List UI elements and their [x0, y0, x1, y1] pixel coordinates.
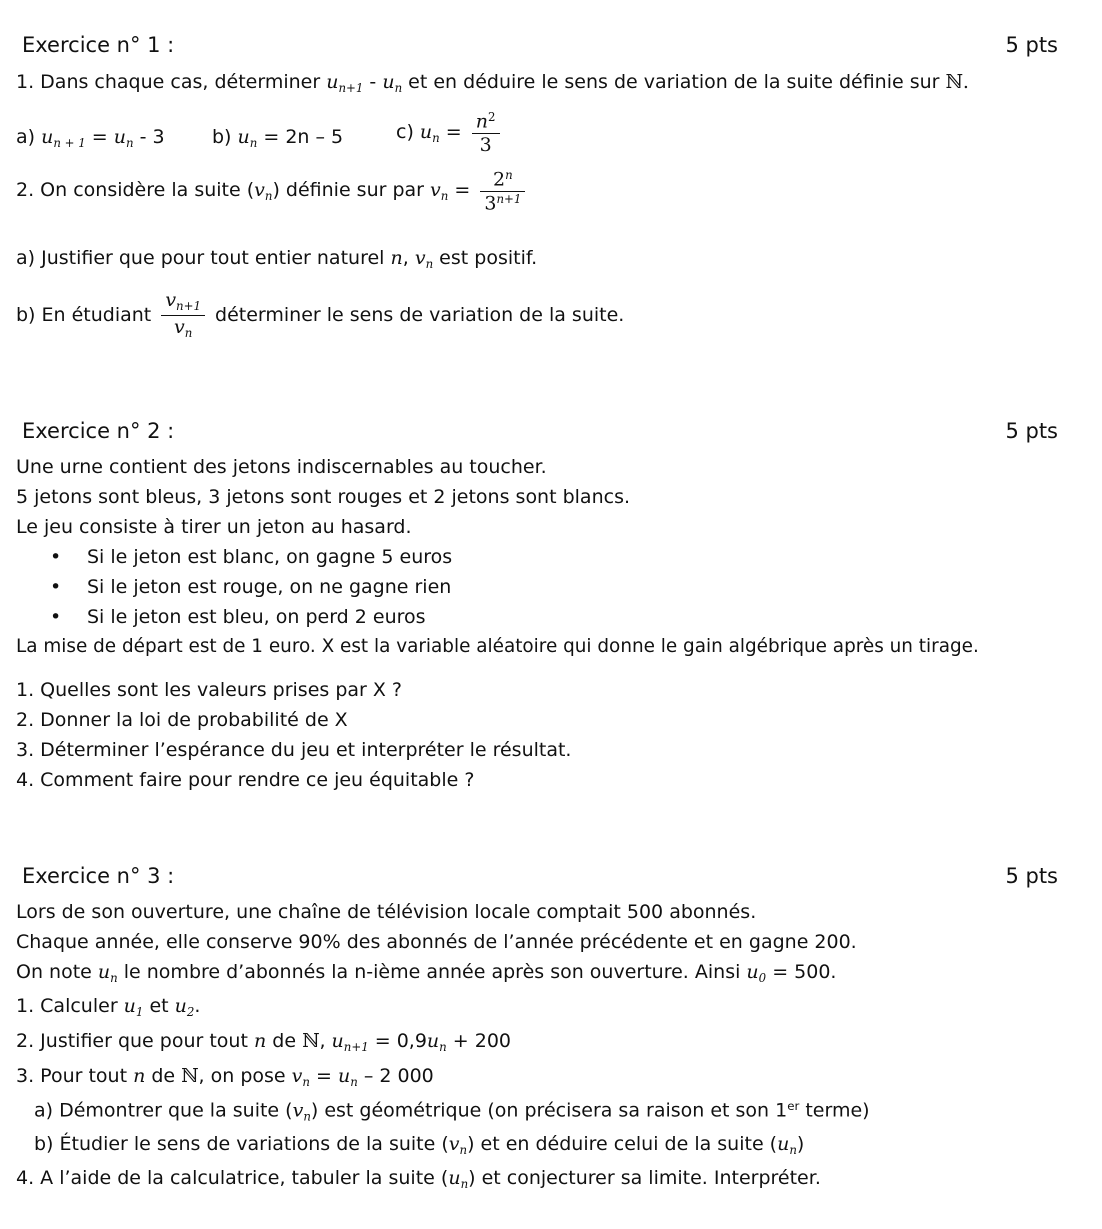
ex1-qb-sub: n: [249, 136, 258, 151]
ex3-q2-de: de: [266, 1030, 303, 1052]
ex3-line-2: Chaque année, elle conserve 90% des abonnés de l’année précédente et en gagne 200.: [16, 931, 857, 953]
ex3-q2-set: ℕ: [302, 1030, 320, 1052]
ex3-question-3b: [34, 1135, 804, 1157]
ex3-q2-eq: = 0,9: [368, 1030, 427, 1052]
ex3-question-3a: [34, 1101, 870, 1123]
ex3-q2-suffix: + 200: [446, 1030, 512, 1052]
ex1-q2-sub: n: [264, 189, 273, 204]
bullet-icon: •: [50, 546, 62, 568]
ex3-q4-sub: n: [460, 1177, 469, 1192]
ex1-q2b-suffix: déterminer le sens de variation de la suite.: [215, 303, 625, 326]
ex3-q3-mid: , on pose: [198, 1065, 292, 1087]
ex3-q3b-usub: n: [789, 1143, 797, 1158]
ex1-qc-u: u: [419, 120, 433, 143]
ex1-qa-eq: =: [85, 126, 114, 148]
ex1-q2b-den: v: [173, 315, 185, 338]
ex3-q3b-mid: ) et en déduire celui de la suite (: [467, 1133, 778, 1155]
ex1-q1-set: ℕ.: [945, 71, 969, 93]
ex1-qa-label: a): [16, 126, 42, 148]
ex1-q2-den: 3: [484, 192, 497, 215]
ex1-q1-prefix: 1. Dans chaque cas, déterminer: [16, 71, 327, 93]
ex3-l3-sub0: 0: [758, 971, 767, 986]
ex1-q2-sub2: n: [440, 189, 449, 204]
ex1-q2-num-exp: n: [505, 168, 513, 182]
ex3-q3b-u: u: [777, 1133, 790, 1155]
ex3-q4-suffix: ) et conjecturer sa limite. Interpréter.: [468, 1167, 821, 1189]
ex3-q4-prefix: 4. A l’aide de la calculatrice, tabuler la suite (: [16, 1167, 449, 1189]
ex1-q2a-prefix: a) Justifier que pour tout entier naturel: [16, 247, 391, 269]
ex3-q3-usub: n: [350, 1075, 358, 1090]
ex2-bullet-text-2: Si le jeton est rouge, on ne gagne rien: [87, 576, 452, 598]
exercise-3-points: 5 pts: [1005, 864, 1058, 888]
ex1-qb-u: u: [237, 126, 250, 148]
ex3-q1-sub1: 1: [135, 1005, 144, 1020]
ex3-q3-u: u: [337, 1065, 351, 1087]
ex1-q2b-prefix: b) En étudiant: [16, 303, 152, 326]
ex1-qa-u2: u: [113, 126, 127, 148]
ex3-q3a-sub: n: [303, 1109, 311, 1124]
ex1-question-2: [16, 170, 529, 214]
ex1-question-1: [16, 73, 969, 95]
exercise-3-title: Exercice n° 3 :: [22, 864, 175, 888]
ex3-question-3: [16, 1067, 434, 1089]
ex3-q1-sub2: 2: [186, 1005, 195, 1020]
ex2-question-1: 1. Quelles sont les valeurs prises par X ?: [16, 679, 403, 701]
ex1-q2a-v: v: [414, 247, 426, 269]
ex1-qc-eq: =: [439, 120, 462, 143]
ex1-q2-mid: ) définie sur par: [272, 179, 431, 202]
ex3-q4-u: u: [448, 1167, 461, 1189]
ex2-intro-line-2: 5 jetons sont bleus, 3 jetons sont rouges et 2 jetons sont blancs.: [16, 486, 631, 508]
ex3-q3-suffix: – 2 000: [357, 1065, 434, 1087]
ex1-qc-sub: n: [432, 130, 440, 145]
ex2-question-2: 2. Donner la loi de probabilité de X: [16, 709, 348, 731]
ex3-q3-n: n: [133, 1065, 146, 1087]
ex2-intro-line-1: Une urne contient des jetons indiscernables au toucher.: [16, 456, 547, 478]
ex3-line-3: [16, 963, 836, 985]
ex3-l3-sub: n: [110, 971, 118, 986]
exercise-2-title: Exercice n° 2 :: [22, 419, 175, 443]
ex3-q1-suffix: .: [194, 995, 201, 1017]
ex1-q2a-n: n: [390, 247, 403, 269]
ex3-question-2: [16, 1032, 511, 1054]
ex3-q3b-prefix: b) Étudier le sens de variations de la suite (: [34, 1133, 449, 1155]
ex1-q1-suffix: et en déduire le sens de variation de la suite définie sur: [402, 71, 946, 93]
ex3-l3-u: u: [97, 961, 111, 983]
ex3-q3b-suffix: ): [796, 1133, 805, 1155]
ex3-q3-eq: =: [309, 1065, 338, 1087]
ex3-q1-u1: u: [123, 995, 136, 1017]
exercise-1-title: Exercice n° 1 :: [22, 33, 175, 57]
ex1-q1-u: u: [326, 71, 339, 93]
ex1-q2-eq: =: [448, 179, 471, 202]
ex3-q3-prefix: 3. Pour tout: [16, 1065, 134, 1087]
ex1-qa-sub2: n: [126, 136, 134, 151]
bullet-icon: •: [50, 606, 62, 628]
ex1-q1-sub2: n: [394, 81, 403, 96]
ex1-q2a-suffix: est positif.: [433, 247, 538, 269]
ex1-q1-minus: -: [363, 71, 383, 93]
ex3-q2-u2: u: [426, 1030, 440, 1052]
ex3-q3a-v: v: [292, 1099, 304, 1122]
ex3-question-1: [16, 997, 200, 1019]
ex3-q3-v: v: [291, 1065, 303, 1087]
ex2-intro-line-3: Le jeu consiste à tirer un jeton au hasard.: [16, 516, 412, 538]
ex3-q3b-v: v: [448, 1133, 460, 1155]
ex3-q1-mid: et: [143, 995, 175, 1017]
ex2-bullet-text-3: Si le jeton est bleu, on perd 2 euros: [87, 606, 426, 628]
ex2-question-4: 4. Comment faire pour rendre ce jeu équitable ?: [16, 769, 475, 791]
ex1-qb-label: b): [212, 126, 238, 148]
ex3-q2-sub: n+1: [343, 1040, 369, 1055]
ex3-q2-sub2: n: [439, 1040, 447, 1055]
ex1-qb-rest: = 2n – 5: [257, 126, 344, 148]
ex1-q1-sub: n+1: [338, 81, 364, 96]
ex1-q2-v: v: [254, 179, 265, 202]
ex1-qa-rest: - 3: [133, 126, 165, 148]
ex3-q3a-suffix: terme): [799, 1099, 870, 1122]
ex1-qa-sub: n + 1: [53, 136, 86, 151]
ex3-q2-n: n: [253, 1030, 267, 1052]
ex1-question-1a: [16, 128, 165, 150]
ex1-q2b-den-sub: n: [184, 326, 193, 340]
ex3-q1-u2: u: [174, 995, 187, 1017]
ex1-question-1b: [212, 128, 343, 150]
ex1-qc-den: 3: [479, 134, 492, 157]
ex1-q1-u2: u: [382, 71, 395, 93]
ex1-q2-fraction: [480, 170, 525, 214]
ex2-mise-line: La mise de départ est de 1 euro. X est la variable aléatoire qui donne le gain algébrique après un tirage.: [16, 636, 979, 657]
ex1-question-2a: [16, 249, 537, 271]
ex2-question-3: 3. Déterminer l’espérance du jeu et interpréter le résultat.: [16, 739, 572, 761]
ex1-qc-label: c): [396, 120, 420, 143]
ex1-qc-num: n: [475, 110, 488, 133]
ex3-q3-vsub: n: [302, 1075, 310, 1090]
ex3-q1-prefix: 1. Calculer: [16, 995, 124, 1017]
ex1-q2b-num: v: [165, 289, 177, 311]
ex2-bullet-text-1: Si le jeton est blanc, on gagne 5 euros: [87, 546, 453, 568]
ex1-q2-prefix: 2. On considère la suite (: [16, 179, 255, 202]
ex1-qc-num-exp: 2: [488, 110, 496, 124]
ex3-q3-de: de: [145, 1065, 182, 1087]
ex3-q3a-mid: ) est géométrique (on précisera sa raison et son 1: [310, 1099, 788, 1122]
ex1-q2b-num-sub: n+1: [176, 299, 201, 314]
ex3-l3-suffix: = 500.: [766, 961, 837, 983]
ex3-q3b-vsub: n: [459, 1143, 468, 1158]
ex1-q2-den-exp: n+1: [496, 192, 522, 207]
ex1-q2a-sub: n: [425, 257, 434, 272]
ex1-question-2b: [16, 291, 624, 340]
ex3-q2-u: u: [331, 1030, 344, 1052]
ex3-q3-set: ℕ: [181, 1065, 199, 1087]
exercise-2-points: 5 pts: [1005, 419, 1058, 443]
ex1-question-1c: [396, 112, 504, 155]
ex3-q3a-prefix: a) Démontrer que la suite (: [34, 1099, 293, 1122]
ex3-l3-prefix: On note: [16, 961, 98, 983]
ex3-l3-mid: le nombre d’abonnés la n-ième année après son ouverture. Ainsi: [117, 961, 747, 983]
ex3-line-1: Lors de son ouverture, une chaîne de télévision locale comptait 500 abonnés.: [16, 901, 757, 923]
ex3-l3-u0: u: [746, 961, 759, 983]
ex1-q2b-fraction: [161, 291, 205, 340]
ex1-q2-v2: v: [430, 179, 441, 202]
bullet-icon: •: [50, 576, 62, 598]
ex3-q2-prefix: 2. Justifier que pour tout: [16, 1030, 254, 1052]
ex3-q3a-sup: er: [787, 1099, 800, 1113]
exercise-1-points: 5 pts: [1005, 33, 1058, 57]
ex1-q2a-comma: ,: [402, 247, 415, 269]
ex1-qc-fraction: [472, 112, 500, 155]
ex3-question-4: [16, 1169, 821, 1191]
ex1-q2-num: 2: [493, 168, 506, 191]
ex1-qa-u: u: [41, 126, 54, 148]
ex3-q2-comma: ,: [319, 1030, 332, 1052]
